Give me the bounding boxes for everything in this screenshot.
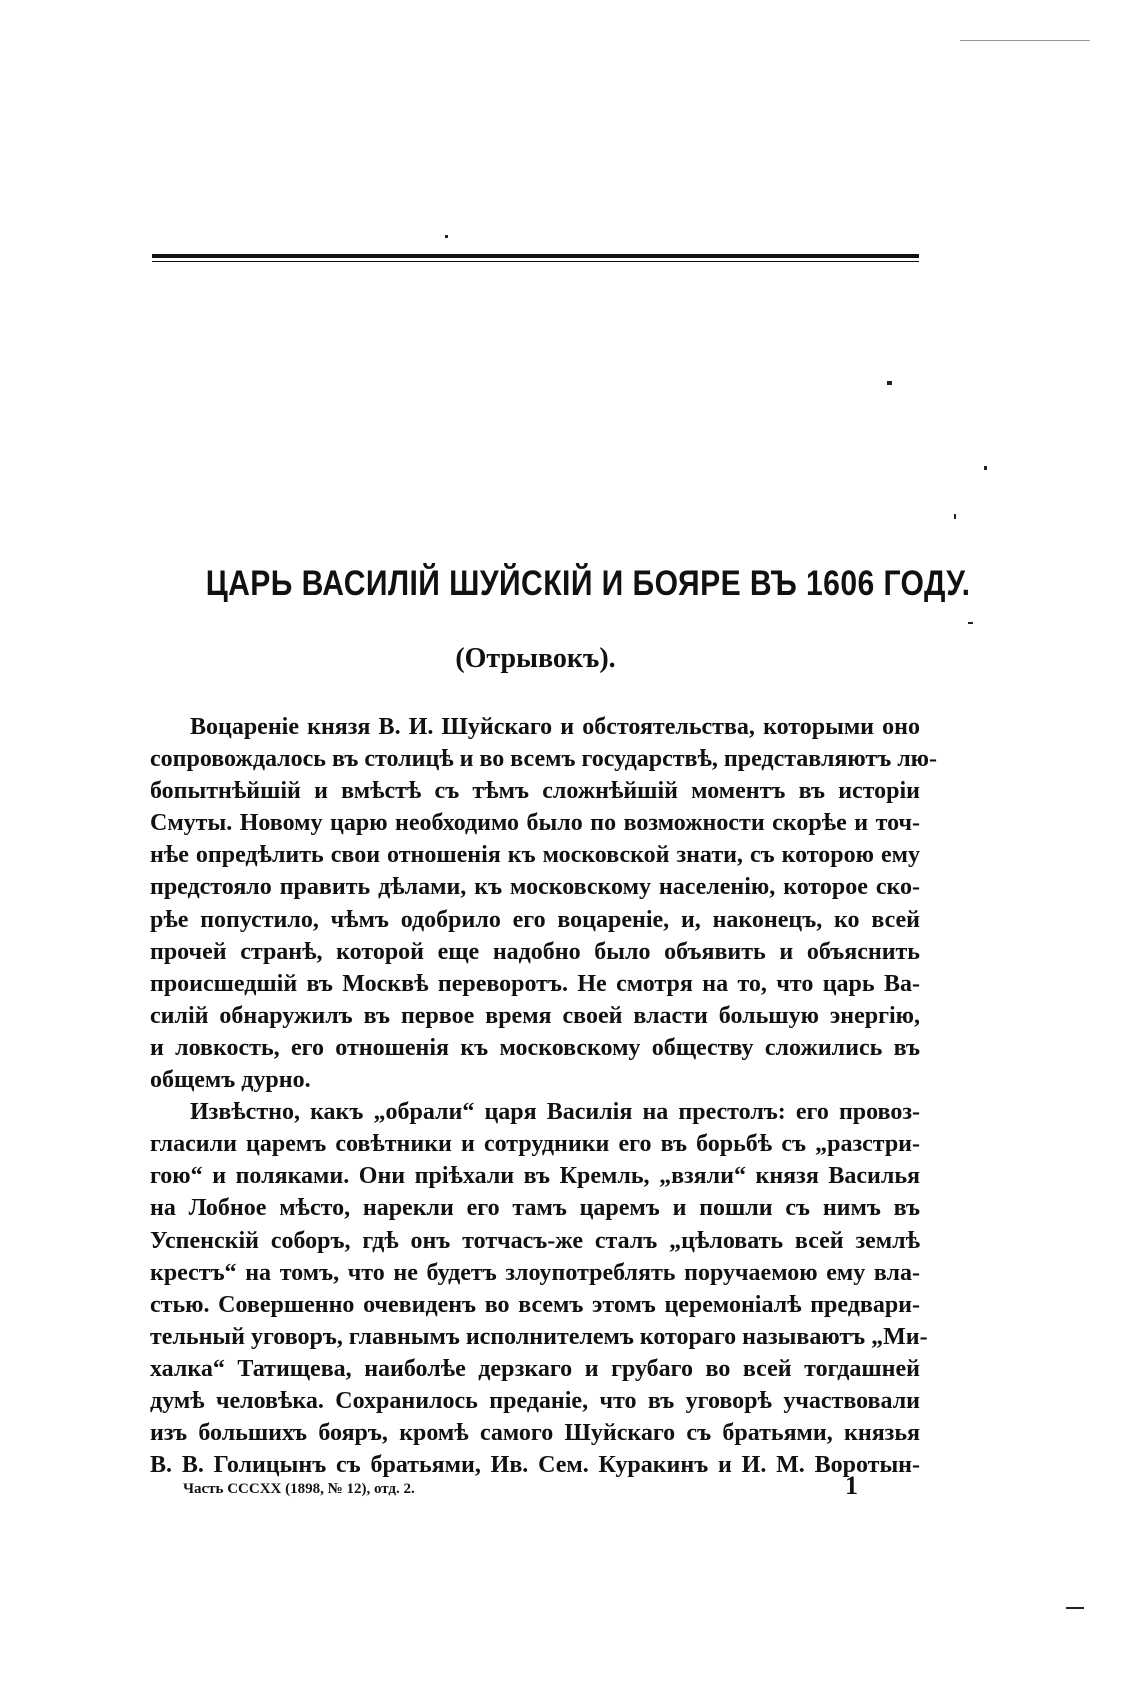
body-line: сопровождалось въ столицѣ и во всемъ государствѣ, представляютъ лю- xyxy=(150,746,937,773)
body-line: стью. Совершенно очевиденъ во всемъ этомъ церемоніалѣ предвари- xyxy=(150,1291,920,1318)
scan-speck xyxy=(960,40,1090,41)
article-body xyxy=(150,711,937,1481)
body-line: общемъ дурно. xyxy=(150,1067,311,1094)
footer-signature: Часть CCCXX (1898, № 12), отд. 2. xyxy=(183,1481,415,1497)
body-line: происшедшій въ Москвѣ переворотъ. Не смотря на то, что царь Ва- xyxy=(150,970,920,997)
scan-speck xyxy=(984,466,987,470)
scan-speck xyxy=(954,514,956,519)
article-subtitle: (Отрывокъ). xyxy=(455,643,616,674)
header-rule-thick xyxy=(152,254,919,258)
body-line: думѣ человѣка. Сохранилось преданіе, что въ уговорѣ участвовали xyxy=(150,1387,920,1414)
body-line: и ловкость, его отношенія къ московскому обществу сложились въ xyxy=(150,1034,920,1061)
body-line: нѣе опредѣлить свои отношенія къ московской знати, съ которою ему xyxy=(150,842,920,869)
body-line: халка“ Татищева, наиболѣе дерзкаго и грубаго во всей тогдашней xyxy=(150,1355,920,1382)
body-line: на Лобное мѣсто, нарекли его тамъ царемъ и пошли съ нимъ въ xyxy=(150,1195,920,1222)
body-line: Смуты. Новому царю необходимо было по возможности скорѣе и точ- xyxy=(150,810,920,837)
body-line: гою“ и поляками. Они пріѣхали въ Кремль, „взяли“ князя Василья xyxy=(150,1163,920,1190)
page-number: 1 xyxy=(845,1471,858,1500)
body-line: гласили царемъ совѣтники и сотрудники его въ борьбѣ съ „разстри- xyxy=(150,1131,920,1158)
body-line: Извѣстно, какъ „обрали“ царя Василія на престолъ: его провоз- xyxy=(190,1099,920,1126)
scan-speck xyxy=(445,235,448,238)
article-title: ЦАРЬ ВАСИЛІЙ ШУЙСКІЙ И БОЯРЕ ВЪ 1606 ГОДУ. xyxy=(205,564,971,603)
body-line: рѣе попустило, чѣмъ одобрило его воцареніе, и, наконецъ, ко всей xyxy=(150,906,920,933)
body-line: изъ большихъ бояръ, кромѣ самого Шуйскаго съ братьями, князья xyxy=(150,1420,920,1447)
scan-speck xyxy=(1066,1607,1084,1609)
body-line: прочей странѣ, которой еще надобно было объявить и объяснить xyxy=(150,938,920,965)
body-line: В. В. Голицынъ съ братьями, Ив. Сем. Куракинъ и И. М. Воротын- xyxy=(150,1452,920,1479)
scan-speck xyxy=(887,381,892,385)
body-line: тельный уговоръ, главнымъ исполнителемъ котораго называютъ „Ми- xyxy=(150,1323,928,1350)
body-line: бопытнѣйшій и вмѣстѣ съ тѣмъ сложнѣйшій моментъ въ исторіи xyxy=(150,778,920,805)
body-line: Успенскій соборъ, гдѣ онъ тотчасъ-же сталъ „цѣловать всей землѣ xyxy=(150,1227,920,1254)
body-line: крестъ“ на томъ, что не будетъ злоупотреблять поручаемою ему вла- xyxy=(150,1259,920,1286)
body-line: предстояло править дѣлами, къ московскому населенію, которое ско- xyxy=(150,874,920,901)
header-rule-thin xyxy=(152,261,919,262)
body-line: силій обнаружилъ въ первое время своей власти большую энергію, xyxy=(150,1002,920,1029)
body-line: Воцареніе князя В. И. Шуйскаго и обстоятельства, которыми оно xyxy=(190,714,920,740)
scan-speck xyxy=(968,622,973,624)
